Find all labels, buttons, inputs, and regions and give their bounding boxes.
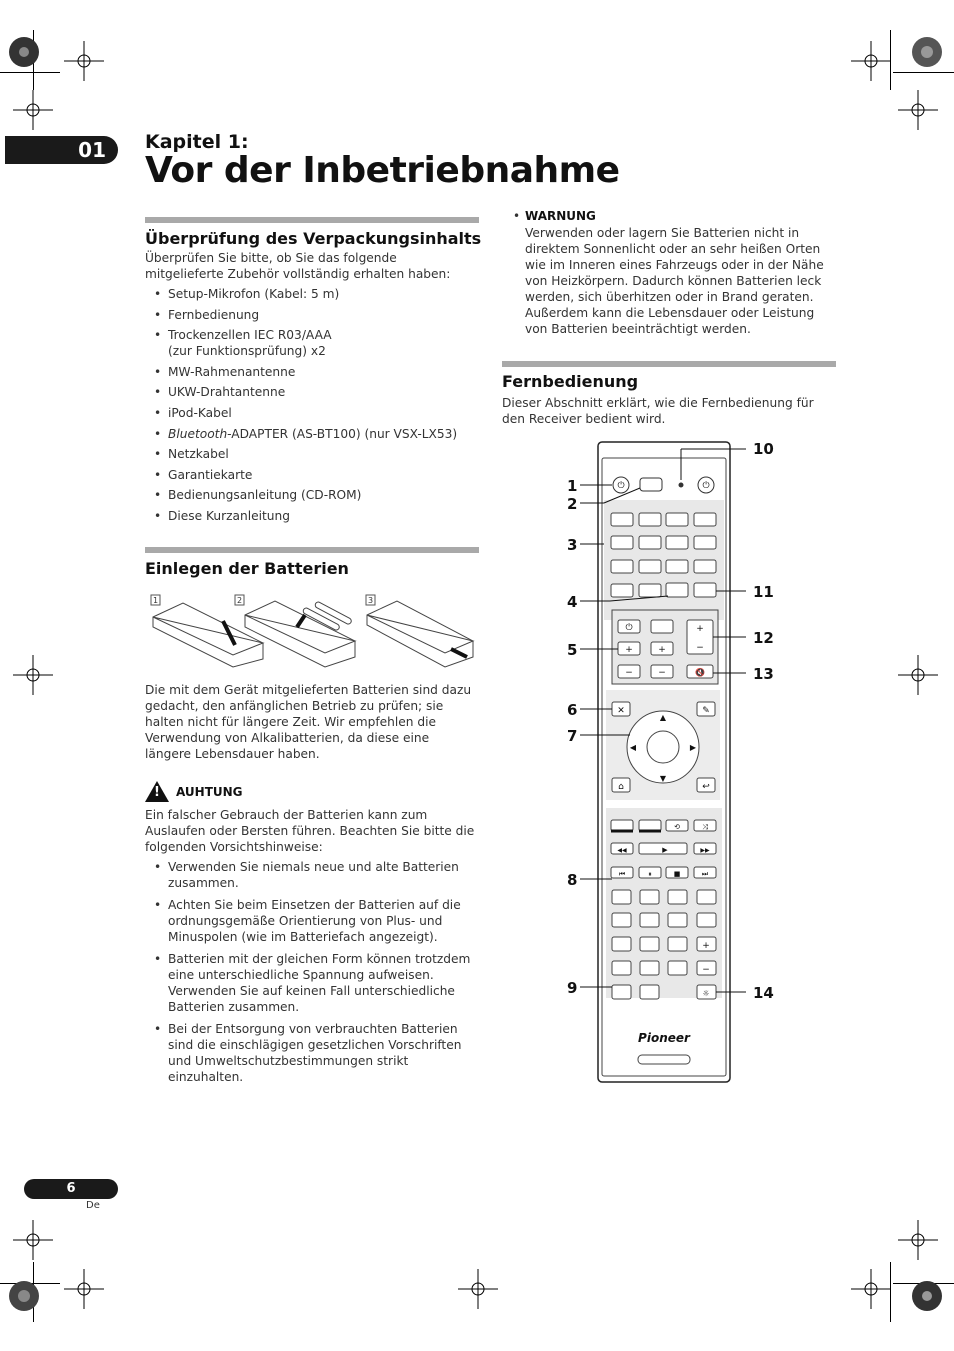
arrow-down-icon: ▼ xyxy=(659,774,667,783)
callout-14: 14 xyxy=(753,984,774,1002)
chapter-label: Kapitel 1: xyxy=(145,131,249,153)
warning-bullet: • xyxy=(513,209,521,223)
mute-icon: 🔇 xyxy=(695,668,705,677)
contents-list xyxy=(145,286,479,529)
step-number: 2 xyxy=(237,596,243,605)
arrow-right-icon: ▶ xyxy=(689,743,697,752)
callout-11: 11 xyxy=(753,583,774,601)
shuffle-icon: ⤨ xyxy=(702,823,708,831)
page-number: 6 xyxy=(24,1179,118,1199)
step-number: 3 xyxy=(368,596,374,605)
page-title: Vor der Inbetriebnahme xyxy=(145,150,620,191)
arrow-left-icon: ◀ xyxy=(629,743,637,752)
plus-icon: + xyxy=(658,645,666,655)
power-icon: ⏻ xyxy=(702,481,710,491)
close-icon: ✕ xyxy=(617,706,625,716)
return-icon: ↩ xyxy=(702,782,710,792)
battery-insertion-illustration xyxy=(145,593,479,673)
previous-icon: ⏮ xyxy=(618,870,626,878)
caution-icon: ! xyxy=(145,781,169,802)
list-item: • Bei der Entsorgung von verbrauchten Batterien sind die einschlägigen gesetzlichen Vorschriften und Umweltschutzbestimmungen strikt einzuhalten. xyxy=(145,1021,479,1085)
callout-13: 13 xyxy=(753,665,774,683)
list-item: • Verwenden Sie niemals neue und alte Batterien zusammen. xyxy=(145,859,479,891)
play-icon: ▶ xyxy=(662,846,668,854)
volume-minus-icon: − xyxy=(696,643,704,653)
section-divider xyxy=(502,361,836,367)
channel-plus-icon: + xyxy=(702,941,710,951)
stop-icon: ■ xyxy=(673,870,681,878)
arrow-up-icon: ▲ xyxy=(659,713,667,722)
callout-2: 2 xyxy=(567,495,578,513)
plus-icon: + xyxy=(625,645,633,655)
contents-intro: Überprüfen Sie bitte, ob Sie das folgende mitgelieferte Zubehör vollständig erhalten haben: xyxy=(145,251,451,281)
minus-icon: − xyxy=(658,668,666,678)
list-item: • UKW-Drahtantenne xyxy=(145,384,479,400)
list-item: • Achten Sie beim Einsetzen der Batterien auf die ordnungsgemäße Orientierung von Plus- und Minuspolen (wie im Batteriefach angezeigt). xyxy=(145,897,479,945)
remote-control-illustration xyxy=(560,440,780,1090)
section-heading-batteries: Einlegen der Batterien xyxy=(145,559,349,578)
home-icon: ⌂ xyxy=(618,782,624,792)
callout-1: 1 xyxy=(567,477,578,495)
section-divider xyxy=(145,217,479,223)
power-icon: ⏻ xyxy=(617,481,625,491)
list-item: • Fernbedienung xyxy=(145,307,479,323)
section-divider xyxy=(145,547,479,553)
repeat-icon: ⟲ xyxy=(674,823,680,831)
caution-list xyxy=(145,859,479,1091)
callout-5: 5 xyxy=(567,641,578,659)
list-item: • Garantiekarte xyxy=(145,467,479,483)
section-heading-remote: Fernbedienung xyxy=(502,372,639,391)
step-number: 1 xyxy=(153,596,159,605)
chapter-number-tab xyxy=(5,136,118,164)
caution-title: AUHTUNG xyxy=(176,785,243,799)
language-code: De xyxy=(86,1200,100,1211)
tools-icon: ✎ xyxy=(702,706,710,716)
callout-7: 7 xyxy=(567,727,578,745)
warning-text: Verwenden oder lagern Sie Batterien nicht in direktem Sonnenlicht oder an sehr heißen Orten wie im Inneren eines Fahrzeugs oder in der Nähe von Heizkörpern. Dadurch können Batterien leck werden, sich überhitzen oder in Brand geraten. Außerdem kann die Lebensdauer oder Leistung von Batterien beeinträchtigt werden. xyxy=(525,226,824,336)
list-item: • iPod-Kabel xyxy=(145,405,479,421)
minus-icon: − xyxy=(625,668,633,678)
pause-icon: ⏸ xyxy=(648,870,652,878)
rewind-icon: ◀◀ xyxy=(617,847,627,854)
callout-9: 9 xyxy=(567,979,578,997)
channel-minus-icon: − xyxy=(702,965,710,975)
chapter-number: 01 xyxy=(78,138,106,162)
batteries-paragraph: Die mit dem Gerät mitgelieferten Batterien sind dazu gedacht, den anfänglichen Betrieb zu prüfen; sie halten nicht für längere Zeit. Wir empfehlen die Verwendung von Alkalibatterien, da diese eine längere Lebensdauer haben. xyxy=(145,683,472,761)
callout-6: 6 xyxy=(567,701,578,719)
list-item: • MW-Rahmenantenne xyxy=(145,364,479,380)
callout-4: 4 xyxy=(567,593,578,611)
section-heading-contents: Überprüfung des Verpackungsinhalts xyxy=(145,229,482,248)
list-item: • Diese Kurzanleitung xyxy=(145,508,479,524)
list-item: • Netzkabel xyxy=(145,446,479,462)
remote-intro: Dieser Abschnitt erklärt, wie die Fernbedienung für den Receiver bedient wird. xyxy=(502,396,814,426)
volume-plus-icon: + xyxy=(696,624,704,634)
caution-text: Ein falscher Gebrauch der Batterien kann zum Auslaufen oder Bersten führen. Beachten Sie bitte die folgenden Vorsichtshinweise: xyxy=(145,808,475,854)
callout-3: 3 xyxy=(567,536,578,554)
power-icon: ⏻ xyxy=(625,623,633,633)
list-item: • Bedienungsanleitung (CD-ROM) xyxy=(145,487,479,503)
list-item: • Setup-Mikrofon (Kabel: 5 m) xyxy=(145,286,479,302)
callout-8: 8 xyxy=(567,871,578,889)
callout-10: 10 xyxy=(753,440,774,458)
pioneer-logo: Pioneer xyxy=(638,1031,690,1045)
warning-title: WARNUNG xyxy=(525,209,596,223)
list-item: • Batterien mit der gleichen Form können trotzdem eine unterschiedliche Spannung aufweisen. Verwenden Sie auf keinen Fall unterschiedliche Batterien zusammen. xyxy=(145,951,479,1015)
list-item: • Bluetooth-ADAPTER (AS-BT100) (nur VSX-LX53) xyxy=(145,426,479,442)
callout-12: 12 xyxy=(753,629,774,647)
fast-forward-icon: ▶▶ xyxy=(700,847,710,854)
list-item: • Trockenzellen IEC R03/AAA (zur Funktionsprüfung) x2 xyxy=(145,327,479,359)
light-icon: ☼ xyxy=(702,989,710,998)
next-icon: ⏭ xyxy=(701,870,709,878)
